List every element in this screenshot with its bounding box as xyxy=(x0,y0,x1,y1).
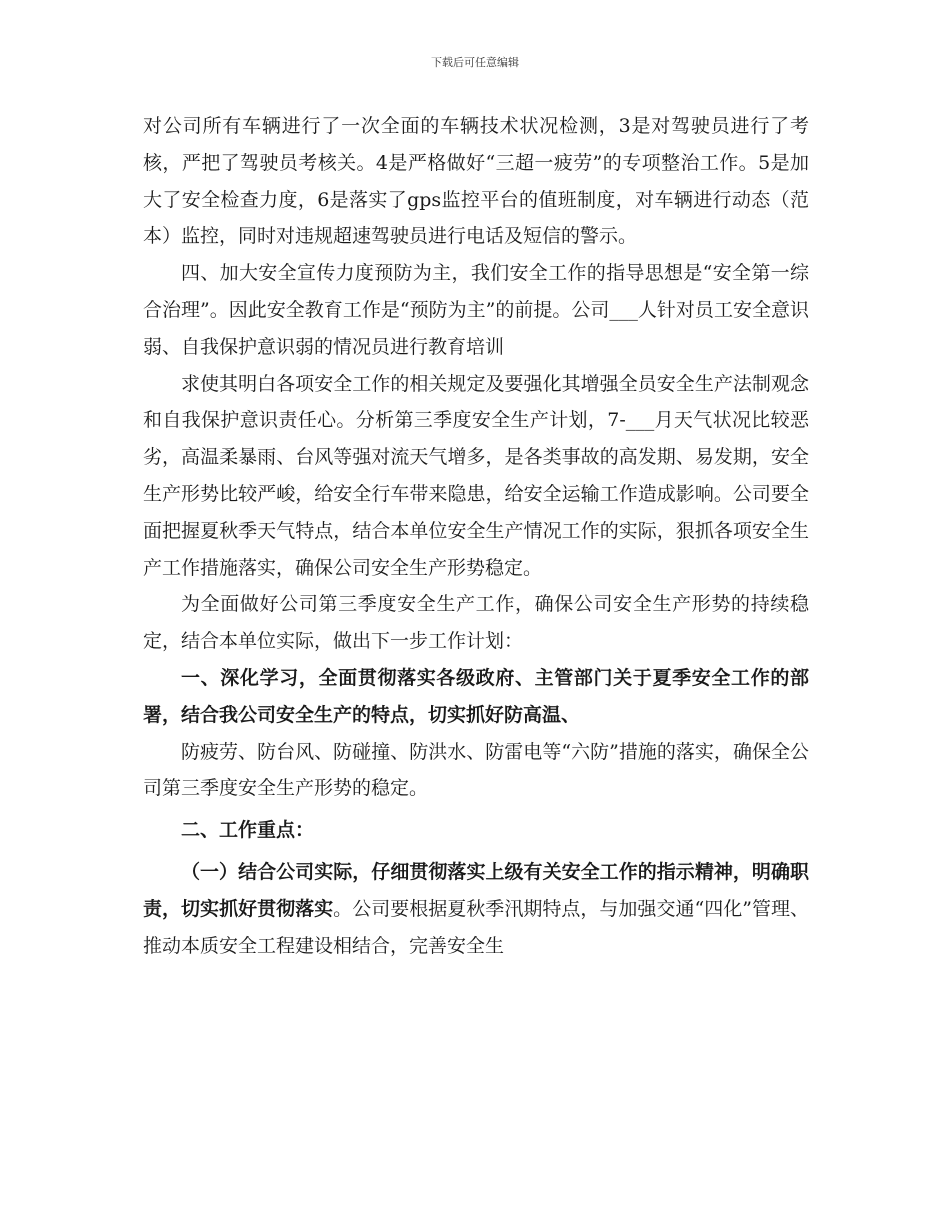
paragraph-vehicle-inspection: 对公司所有车辆进行了一次全面的车辆技术状况检测，3是对驾驶员进行了考核，严把了驾驶员考核关。4是严格做好“三超一疲劳”的专项整治工作。5是加大了安全检查力度，6是落实了gps监控平台的值班制度，对车辆进行动态（范本）监控，同时对违规超速驾驶员进行电话及短信的警示。 xyxy=(143,115,809,248)
focus-item-1-body: 。公司要根据夏秋季汛期特点，与加强交通“四化”管理、推动本质安全工程建设相结合，完善安全生 xyxy=(143,897,809,957)
section-heading-work-focus: 二、工作重点： xyxy=(181,819,315,842)
page-header: 下载后可任意编辑 xyxy=(431,56,519,69)
focus-item-1-heading: （一）结合公司实际，仔细贯彻落实上级有关安全工作的指示精神，明确职责，切实抓好贯彻落实 xyxy=(143,860,809,920)
section-heading-deepen-study: 一、深化学习，全面贯彻落实各级政府、主管部门关于夏季安全工作的部署，结合我公司安全生产的特点，切实抓好防高温、 xyxy=(143,666,809,726)
paragraph-focus-item-1 xyxy=(143,854,809,964)
paragraph-third-quarter-analysis: 求使其明白各项安全工作的相关规定及要强化其增强全员安全生产法制观念和自我保护意识责任心。分析第三季度安全生产计划，7-___月天气状况比较恶劣，高温柔暴雨、台风等强对流天气增多，是各类事故的高发期、易发期，安全生产形势比较严峻，给安全行车带来隐患，给安全运输工作造成影响。公司要全面把握夏秋季天气特点，结合本单位安全生产情况工作的实际，狠抓各项安全生产工作措施落实，确保公司安全生产形势稳定。 xyxy=(143,372,809,579)
paragraph-work-plan-intro: 为全面做好公司第三季度安全生产工作，确保公司安全生产形势的持续稳定，结合本单位实际，做出下一步工作计划： xyxy=(143,593,809,653)
document-body xyxy=(143,108,809,964)
paragraph-safety-publicity: 四、加大安全宣传力度预防为主，我们安全工作的指导思想是“安全第一综合治理”。因此安全教育工作是“预防为主”的前提。公司___人针对员工安全意识弱、自我保护意识弱的情况员进行教育培训 xyxy=(143,262,809,358)
paragraph-six-preventions: 防疲劳、防台风、防碰撞、防洪水、防雷电等“六防”措施的落实，确保全公司第三季度安全生产形势的稳定。 xyxy=(143,740,809,800)
